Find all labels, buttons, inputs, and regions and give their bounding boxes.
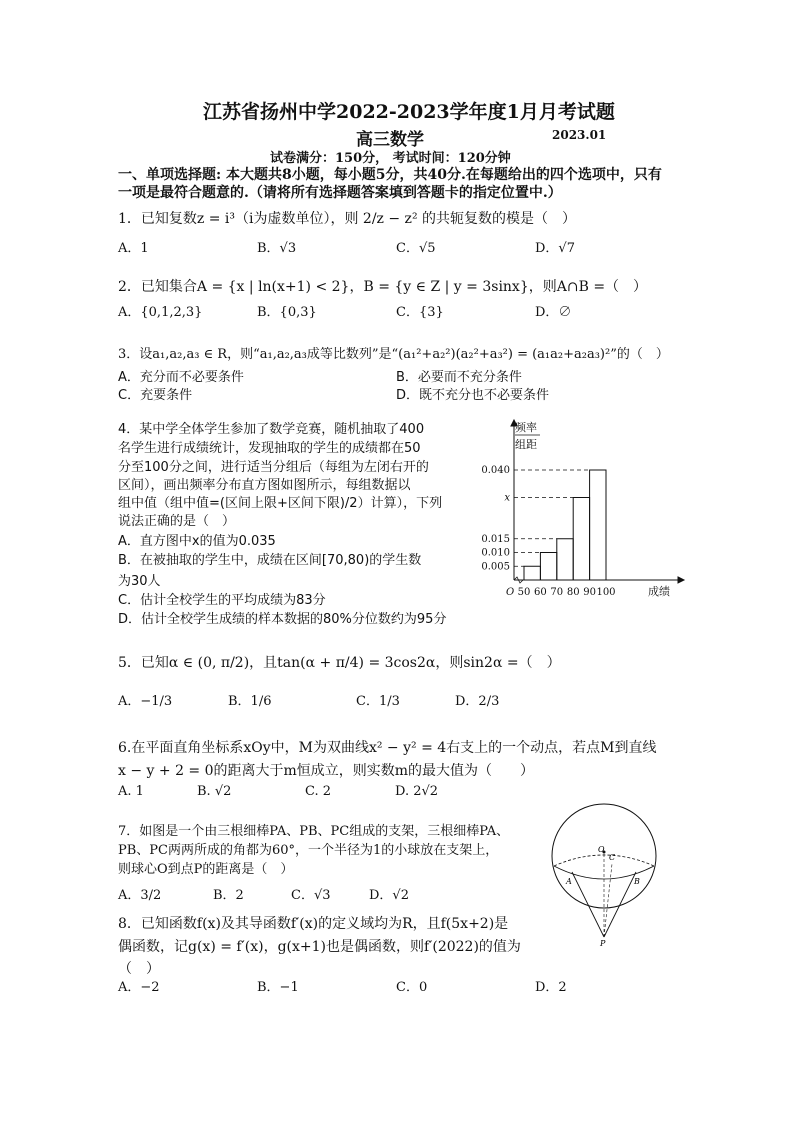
x-tick-label: 50 (517, 587, 531, 598)
x-tick-label: 90 (583, 587, 596, 598)
q7-option-d: D．√2 (369, 888, 409, 903)
y-tick-label: 0.005 (481, 561, 510, 573)
x-axis-label: 成绩 (648, 585, 670, 598)
y-axis-label-top: 频率 (515, 421, 537, 434)
q4-option-d: D．估计全校学生成绩的样本数据的80%分位数约为95分 (118, 612, 447, 627)
q4-option-b-cont: 为30人 (118, 574, 161, 589)
q2-option-d: D．∅ (535, 305, 572, 320)
section-heading-line2: 一项是最符合题意的.（请将所有选择题答案填到答题卡的指定位置中.） (118, 185, 562, 201)
q3-stem: 3．设a₁,a₂,a₃ ∈ R，则“a₁,a₂,a₃成等比数列”是“(a₁²+a₂²)(a₂²+a₃²) = (a₁a₂+a₂a₃)²”的（ ） (118, 347, 669, 362)
histogram-bar (540, 553, 556, 581)
q8-stem-line1: 8．已知函数f(x)及其导函数f′(x)的定义域均为R，且f(5x+2)是 (118, 916, 509, 932)
origin-label: O (506, 587, 515, 598)
q4-stem-line6: 说法正确的是（ ） (118, 514, 236, 529)
q3-option-b: B．必要而不充分条件 (396, 370, 522, 385)
frequency-histogram (470, 418, 690, 604)
q1-option-a: A．1 (118, 241, 149, 256)
x-tick-label: 60 (534, 587, 547, 598)
q8-option-d: D．2 (535, 980, 567, 995)
y-tick-label: 0.015 (481, 533, 510, 545)
x-tick-label: 80 (566, 587, 580, 598)
label-o: O (598, 845, 605, 854)
q7-option-a: A．3/2 (118, 888, 162, 903)
histogram-bar (590, 470, 606, 580)
q3-option-a: A．充分而不必要条件 (118, 370, 244, 385)
label-c: C (609, 853, 616, 862)
q1-option-b: B．√3 (257, 241, 297, 256)
q5-option-b: B．1/6 (228, 694, 272, 709)
label-p: P (600, 939, 606, 946)
q4-option-b: B．在被抽取的学生中，成绩在区间[70,80)的学生数 (118, 553, 422, 568)
q7-stem-line3: 则球心O到点P的距离是（ ） (118, 862, 294, 877)
q4-option-c: C．估计全校学生的平均成绩为83分 (118, 593, 326, 608)
histogram-bar (524, 566, 540, 580)
label-a: A (566, 877, 572, 886)
q5-option-c: C．1/3 (356, 694, 400, 709)
q5-option-d: D．2/3 (455, 694, 500, 709)
q1-option-d: D．√7 (535, 241, 575, 256)
subject-title: 高三数学 (356, 130, 424, 150)
page-title: 江苏省扬州中学2022-2023学年度1月月考试题 (203, 101, 615, 123)
q4-stem-line3: 分至100分之间，进行适当分组后（每组为左闭右开的 (118, 460, 429, 475)
q6-option-d: D. 2√2 (395, 784, 439, 799)
q2-option-b: B．{0,3} (257, 305, 317, 320)
rod-pb (604, 872, 636, 937)
y-tick-label: x (504, 492, 510, 504)
q3-option-c: C．充要条件 (118, 388, 193, 403)
q8-stem-line3: （ ） (118, 961, 160, 977)
q4-stem-line2: 名学生进行成绩统计，发现抽取的学生的成绩都在50 (118, 441, 421, 456)
q7-stem-line2: PB、PC两两所成的角都为60°，一个半径为1的小球放在支架上， (118, 843, 499, 858)
q6-stem-line2: x − y + 2 = 0的距离大于m恒成立，则实数m的最大值为（ ） (118, 763, 535, 779)
x-tick-label: 100 (596, 587, 616, 598)
exam-date: 2023.01 (552, 128, 607, 142)
rod-pc (604, 864, 612, 937)
q5-option-a: A．−1/3 (118, 694, 173, 709)
y-axis-label-bottom: 组距 (515, 438, 537, 451)
x-axis-arrow (678, 577, 684, 583)
section-heading-line1: 一、单项选择题: 本大题共8小题，每小题5分，共40分.在每题给出的四个选项中，只有 (118, 167, 662, 183)
q6-option-a: A. 1 (118, 784, 144, 799)
q8-option-a: A．−2 (118, 980, 160, 995)
q4-option-a: A．直方图中x的值为0.035 (118, 534, 276, 549)
q6-stem-line1: 6.在平面直角坐标系xOy中，M为双曲线x² − y² = 4右支上的一个动点，若点M到直线 (118, 740, 657, 756)
sphere-tripod-figure (548, 800, 660, 946)
q6-option-c: C. 2 (305, 784, 332, 799)
q8-option-b: B．−1 (257, 980, 299, 995)
x-tick-label: 70 (550, 587, 564, 598)
histogram-bar (573, 498, 589, 581)
q6-option-b: B. √2 (197, 784, 232, 799)
q2-option-a: A．{0,1,2,3} (118, 305, 203, 320)
rod-pa (572, 872, 604, 937)
q4-stem-line4: 区间），画出频率分布直方图如图所示，每组数据以 (118, 478, 411, 493)
q4-stem-line5: 组中值（组中值=(区间上限+区间下限)/2）计算），下列 (118, 496, 443, 511)
q7-option-c: C．√3 (291, 888, 331, 903)
q8-option-c: C．0 (396, 980, 428, 995)
q1-option-c: C．√5 (396, 241, 436, 256)
q7-option-b: B．2 (213, 888, 244, 903)
label-b: B (634, 877, 640, 886)
q2-option-c: C．{3} (396, 305, 444, 320)
y-tick-label: 0.010 (481, 547, 510, 559)
q2-stem: 2．已知集合A = {x | ln(x+1) < 2}，B = {y ∈ Z | y = 3sinx}，则A∩B =（ ） (118, 279, 648, 295)
q1-stem: 1．已知复数z = i³（i为虚数单位），则 2/z − z² 的共轭复数的模是（ ） (118, 211, 576, 227)
y-tick-label: 0.040 (481, 465, 510, 476)
q7-stem-line1: 7．如图是一个由三根细棒PA、PB、PC组成的支架，三根细棒PA、 (118, 824, 510, 839)
q3-option-d: D．既不充分也不必要条件 (396, 388, 550, 403)
exam-info: 试卷满分：150分， 考试时间：120分钟 (270, 151, 511, 166)
histogram-bar (557, 539, 573, 580)
q4-stem-line1: 4．某中学全体学生参加了数学竞赛，随机抽取了400 (118, 422, 425, 437)
q8-stem-line2: 偶函数，记g(x) = f′(x)，g(x+1)也是偶函数，则f′(2022)的值为 (118, 939, 521, 955)
q5-stem: 5．已知α ∈ (0, π/2)，且tan(α + π/4) = 3cos2α，则sin2α =（ ） (118, 655, 561, 671)
